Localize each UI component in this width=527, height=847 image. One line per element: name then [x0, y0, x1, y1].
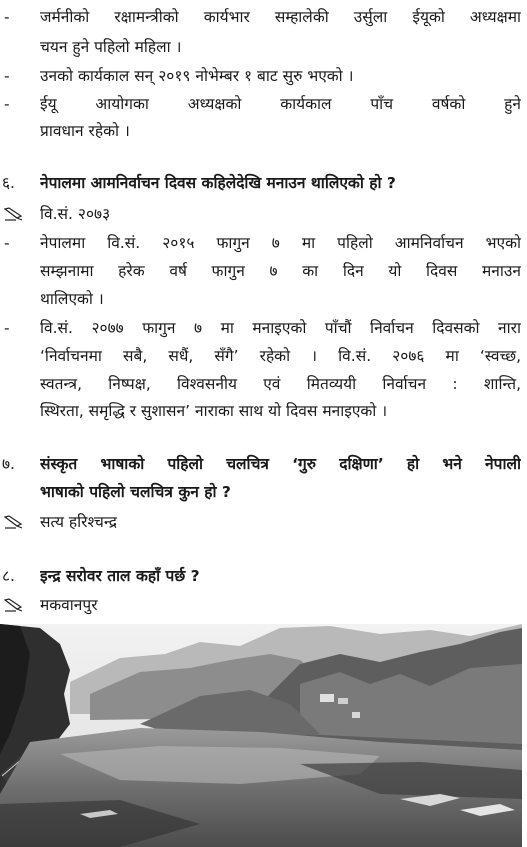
intro-bullet-3-line-1: - ईयू आयोगका अध्यक्षको कार्यकाल पाँच वर्षको हुने — [0, 89, 527, 119]
q6-bullet-2-line-4: स्थिरता, समृद्धि र सुशासन’ नाराका साथ यो दिवस मनाइएको । — [40, 402, 388, 420]
q6-bullet-2-line-2: ‘निर्वाचनमा सबै, सधैं, सँगै’ रहेको । वि.सं. २०७६ मा ‘स्वच्छ, — [40, 347, 521, 365]
pencil-icon — [4, 207, 24, 221]
question-number: ८. — [2, 567, 15, 585]
question-number: ६. — [2, 174, 15, 192]
intro-bullet-1-line-2: चयन हुने पहिलो महिला । — [40, 38, 182, 56]
question-7-line-1: ७. संस्कृत भाषाको पहिलो चलचित्र ‘गुरु दक्षिणा’ हो भने नेपाली — [0, 449, 527, 479]
intro-bullet-2: - उनको कार्यकाल सन् २०१९ नोभेम्बर १ बाट सुरु भएको । — [0, 61, 527, 91]
answer-6: वि.सं. २०७३ — [0, 199, 527, 229]
q6-bullet-2-line-1: - वि.सं. २०७७ फागुन ७ मा मनाइएको पाँचौं निर्वाचन दिवसको नारा — [0, 313, 527, 343]
indra-sarovar-lake-photo — [0, 624, 522, 847]
bullet-dash: - — [4, 234, 10, 252]
answer-7: सत्य हरिश्चन्द्र — [0, 507, 527, 537]
bullet-dash: - — [4, 319, 10, 337]
pencil-icon — [4, 515, 24, 529]
question-8: ८. इन्द्र सरोवर ताल कहाँ पर्छ ? — [0, 561, 527, 591]
bullet-dash: - — [4, 95, 10, 113]
intro-bullet-1-line-1: - जर्मनीको रक्षामन्त्रीको कार्यभार सम्हालेकी उर्सुला ईयूको अध्यक्षमा — [0, 2, 527, 32]
bullet-dash: - — [4, 67, 10, 85]
intro-bullet-3-line-2: प्रावधान रहेको । — [40, 122, 130, 140]
question-7-line-2: भाषाको पहिलो चलचित्र कुन हो ? — [40, 483, 231, 501]
question-6: ६. नेपालमा आमनिर्वाचन दिवस कहिलेदेखि मनाउन थालिएको हो ? — [0, 168, 527, 198]
q6-bullet-1-line-2: सम्झनामा हरेक वर्ष फागुन ७ का दिन यो दिवस मनाउन — [40, 262, 521, 280]
bullet-dash: - — [4, 8, 10, 26]
question-number: ७. — [2, 455, 15, 473]
answer-8: मकवानपुर — [0, 590, 527, 620]
pencil-icon — [4, 598, 24, 612]
q6-bullet-2-line-3: स्वतन्त्र, निष्पक्ष, विश्वसनीय एवं मितव्ययी निर्वाचन : शान्ति, — [40, 375, 521, 393]
q6-bullet-1-line-3: थालिएको । — [40, 290, 104, 308]
q6-bullet-1-line-1: - नेपालमा वि.सं. २०१५ फागुन ७ मा पहिलो आमनिर्वाचन भएको — [0, 228, 527, 258]
